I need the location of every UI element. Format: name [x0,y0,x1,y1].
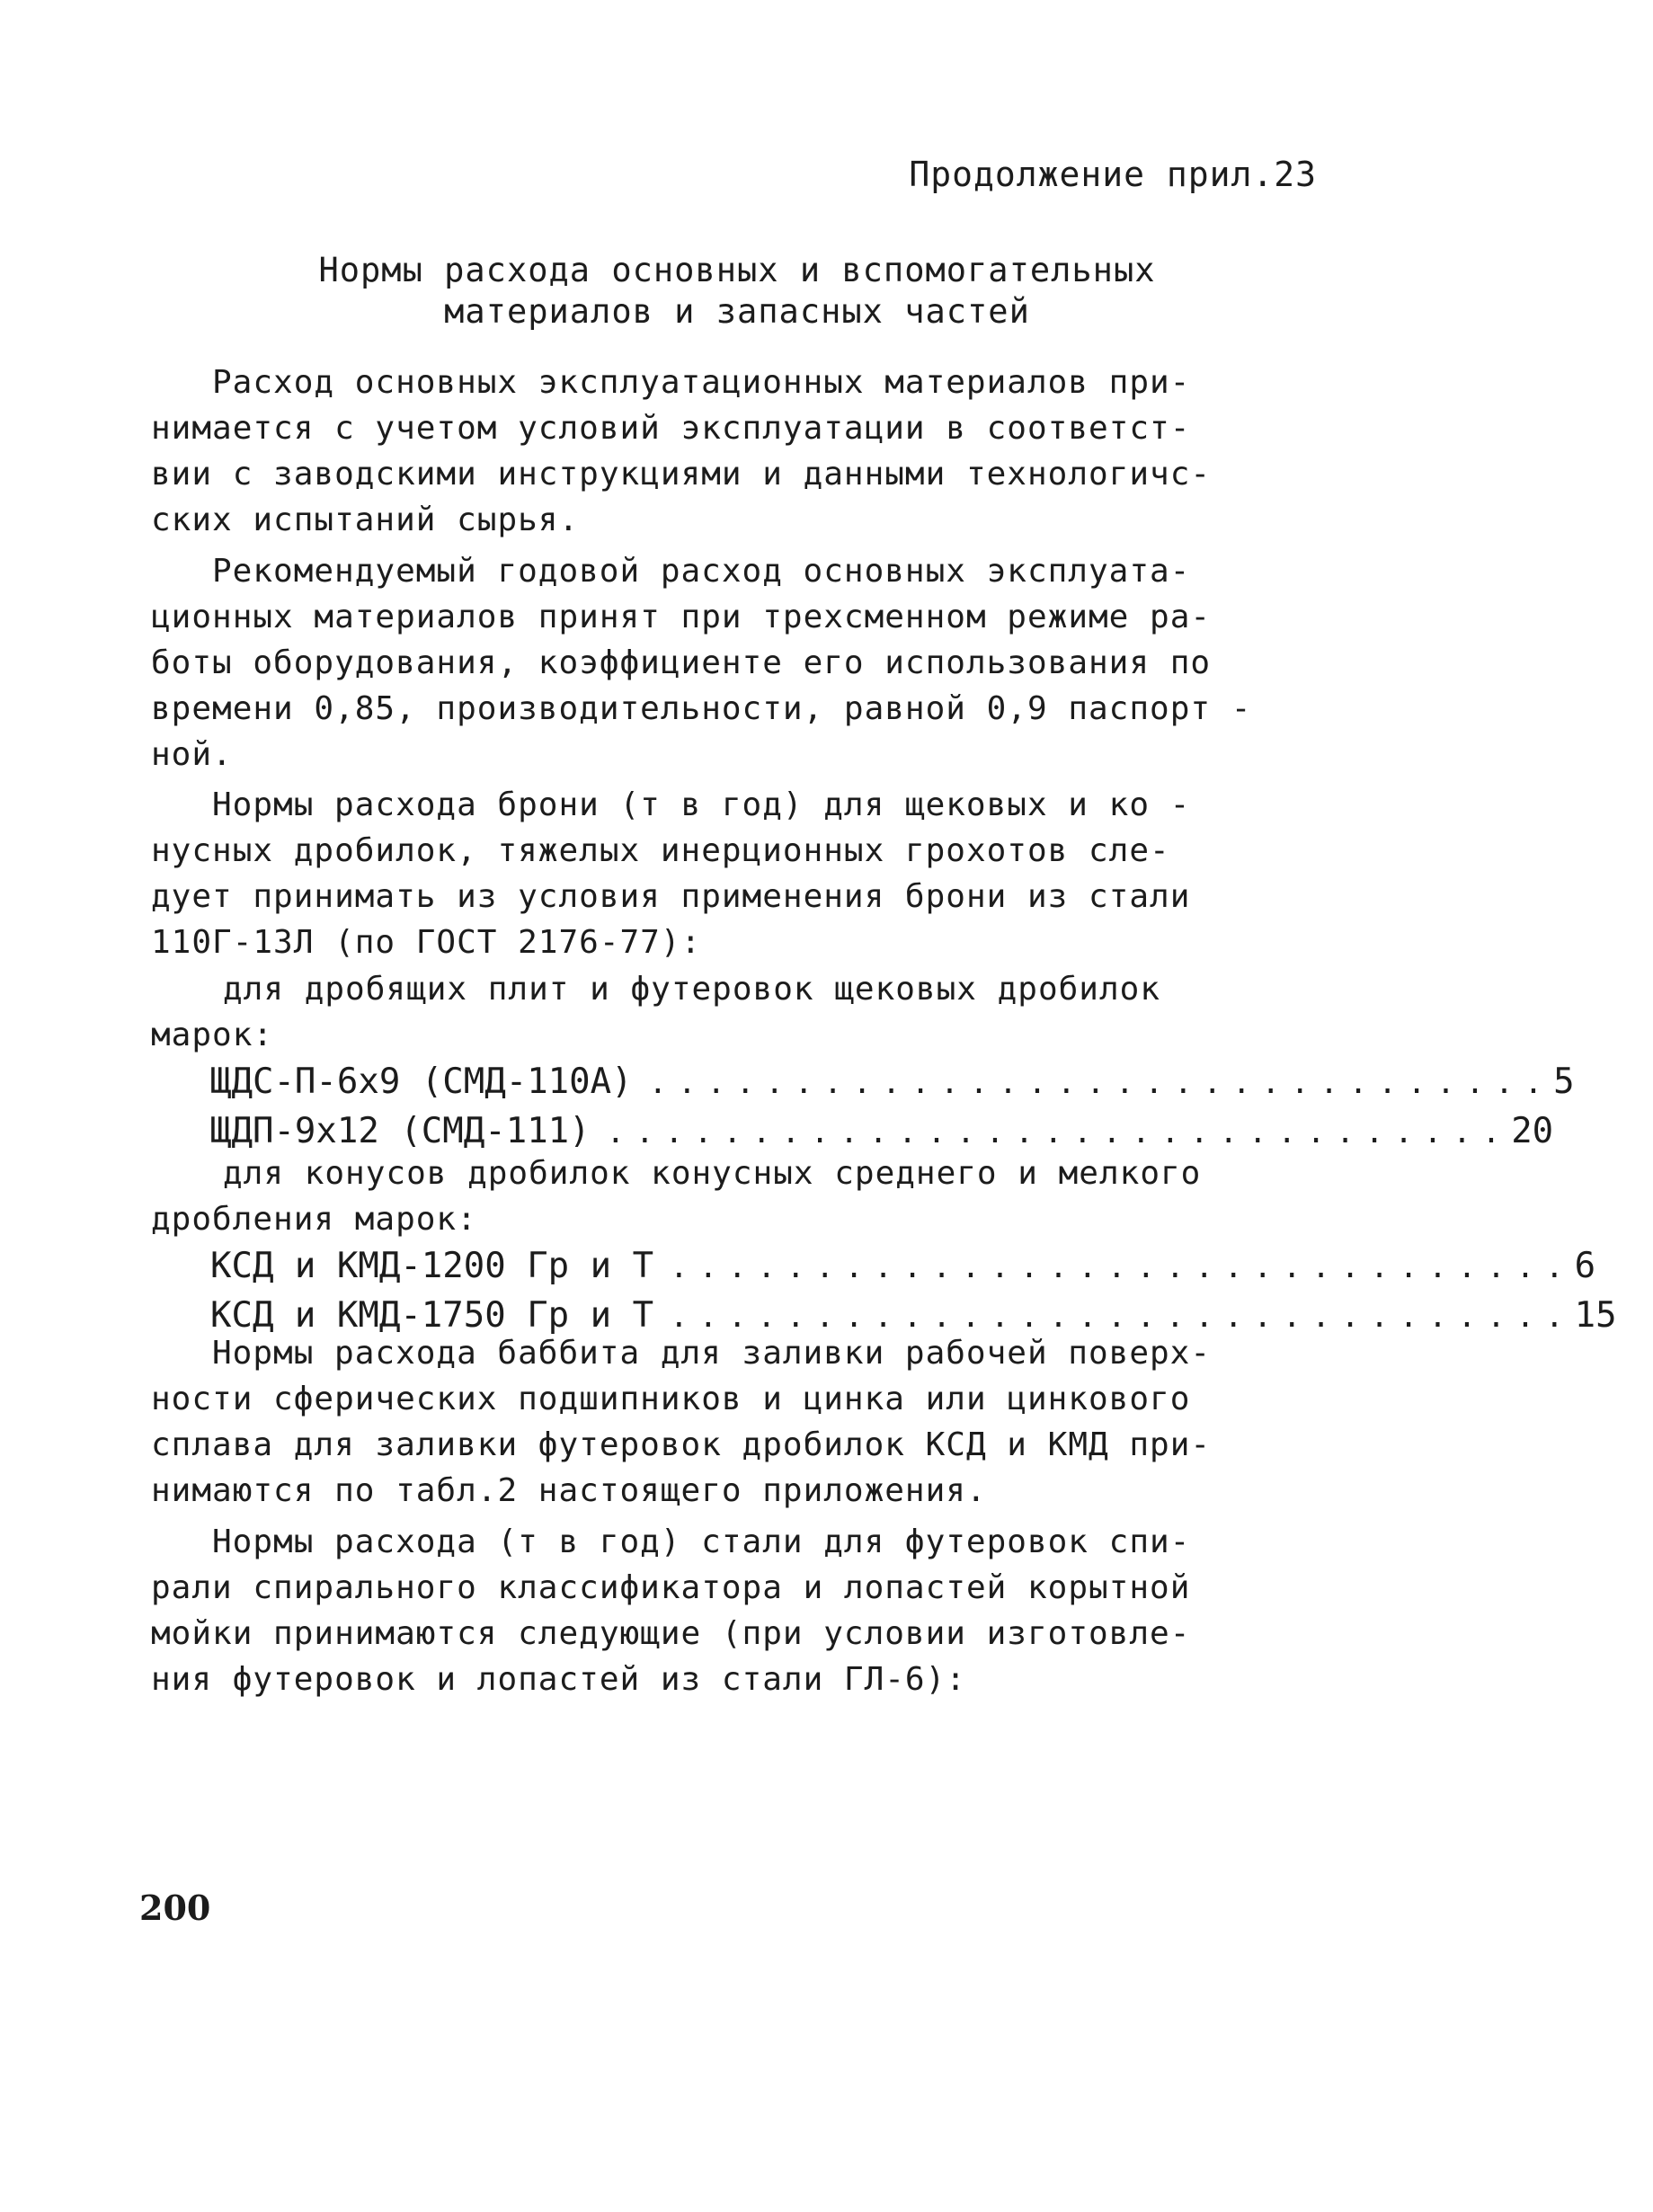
paragraph-annual-consumption [151,548,1338,777]
text-line: нимаются по табл.2 настоящего приложения. [151,1472,987,1509]
section-title [243,250,1231,333]
text-line: вии с заводскими инструкциями и данными технологичс- [151,456,1212,493]
text-line: мойки принимаются следующие (при условии изготовле- [151,1615,1191,1652]
text-line: ной. [151,736,233,773]
text-line: сплава для заливки футеровок дробилок КСД и КМД при- [151,1426,1212,1463]
paragraph-steel-lining-norms [151,1519,1338,1702]
text-line: дробления марок: [151,1201,477,1238]
text-line: марок: [151,1017,274,1053]
paragraph-armor-norms [151,782,1338,965]
text-line: Нормы расхода (т в год) стали для футеровок спи- [212,1524,1191,1560]
leader-dots: ............................... [670,1299,1575,1335]
text-line: нусных дробилок, тяжелых инерционных грохотов сле- [151,832,1170,869]
text-line: рали спирального классификатора и лопастей корытной [151,1569,1191,1606]
list-item [151,1058,1575,1107]
text-line: дует принимать из условия применения брони из стали [151,878,1191,915]
text-line: ционных материалов принят при трехсменном режиме ра- [151,599,1212,635]
leader-dots: ............................... [670,1249,1575,1285]
item-value: 5 [1553,1062,1575,1102]
item-value: 15 [1574,1295,1617,1336]
item-value: 6 [1574,1246,1596,1286]
text-line: ности сферических подшипников и цинка или цинкового [151,1381,1191,1417]
cone-crusher-section [151,1150,1617,1341]
item-name: ЩДП-9х12 (СМД-111) [210,1111,591,1151]
item-name: КСД и КМД-1750 Гр и Т [210,1295,654,1336]
item-value: 20 [1511,1111,1554,1151]
text-line: Расход основных эксплуатационных материалов при- [212,364,1191,401]
paragraph-babbitt-norms [151,1330,1338,1514]
text-line: ния футеровок и лопастей из стали ГЛ-6): [151,1661,966,1698]
list-item [151,1242,1596,1292]
text-line: боты оборудования, коэффициенте его использования по [151,644,1212,681]
item-name: ЩДС-П-6х9 (СМД-110А) [210,1062,633,1102]
text-line: времени 0,85, производительности, равной 0,9 паспорт - [151,690,1252,727]
text-line: для конусов дробилок конусных среднего и мелкого [223,1155,1202,1192]
text-line: Нормы расхода брони (т в год) для щековых и ко - [212,786,1191,823]
list-item [151,1107,1554,1157]
leader-dots: ............................... [648,1065,1554,1101]
section-title-line: материалов и запасных частей [444,292,1030,331]
paragraph-consumption-basis [151,360,1338,543]
text-line: Рекомендуемый годовой расход основных эксплуата- [212,553,1191,590]
text-line: для дробящих плит и футеровок щековых дробилок [223,971,1160,1008]
section-title-line: Нормы расхода основных и вспомогательных [318,251,1156,289]
item-name: КСД и КМД-1200 Гр и Т [210,1246,654,1286]
leader-dots: ............................... [606,1115,1512,1150]
text-line: ских испытаний сырья. [151,502,580,538]
page-number: 200 [139,1888,211,1928]
text-line: Нормы расхода баббита для заливки рабочей поверх- [212,1335,1212,1372]
continuation-header: Продолжение прил.23 [909,155,1317,194]
jaw-crusher-section [151,966,1575,1157]
text-line: 110Г-13Л (по ГОСТ 2176-77): [151,924,702,961]
text-line: нимается с учетом условий эксплуатации в соответст- [151,410,1191,447]
